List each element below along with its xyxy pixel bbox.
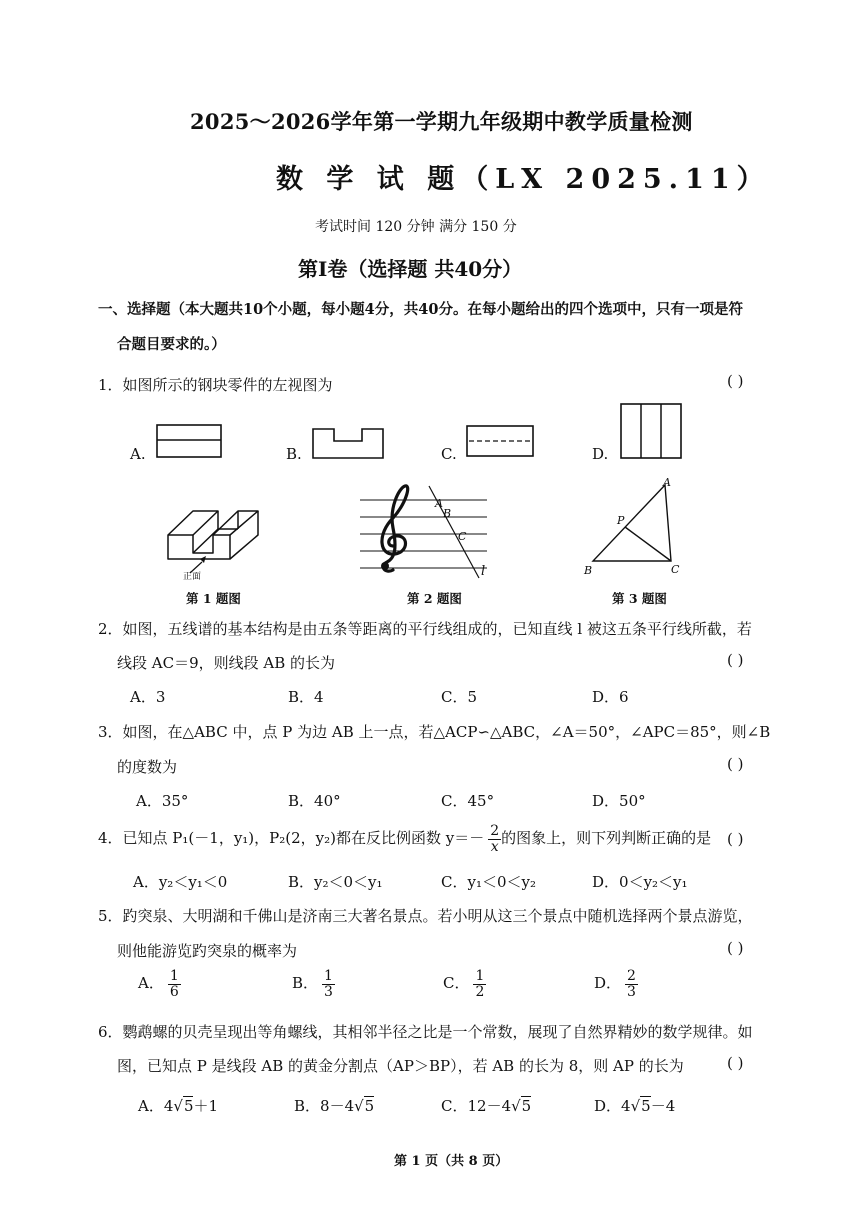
q1-option-d-figure xyxy=(617,401,685,461)
q3-option-b: B．40° xyxy=(288,792,341,810)
q2-option-a: A．3 xyxy=(130,688,166,706)
q3-option-d: D．50° xyxy=(592,792,646,810)
q1-option-c: C. xyxy=(441,445,457,463)
q5-option-a-fraction xyxy=(168,969,181,999)
part-title: 第Ⅰ卷（选择题 共40分） xyxy=(298,257,523,281)
question-6-line1: 6．鹦鹉螺的贝壳呈现出等角螺线，其相邻半径之比是一个常数，展现了自然界精妙的数学规律。如 xyxy=(98,1023,753,1041)
q3-option-c: C．45° xyxy=(441,792,495,810)
q6-option-d-pre: D．4√ xyxy=(594,1097,641,1115)
figure-2-label-a: A xyxy=(435,497,443,510)
figure-2-label-b: B xyxy=(443,507,452,520)
subject-title: 数 学 试 题（LX 2025.11） xyxy=(276,164,771,195)
figure-3-label-p: P xyxy=(617,514,625,527)
question-4-text-after: 的图象上，则下列判断正确的是 xyxy=(501,829,712,848)
figure-3-label-b: B xyxy=(584,564,593,577)
question-6-line2: 图，已知点 P 是线段 AB 的黄金分割点（AP＞BP），若 AB 的长为 8，则 AP 的长为 xyxy=(117,1057,684,1075)
q5-option-a xyxy=(138,969,181,999)
figure-2-label-c: C xyxy=(458,530,467,543)
answer-bracket-q1: ( ) xyxy=(727,372,744,390)
q1-option-b-figure xyxy=(310,425,388,461)
q6-option-a-radicand: 5 xyxy=(183,1097,194,1115)
q5-option-b-fraction xyxy=(322,969,335,999)
q3-option-a: A．35° xyxy=(136,792,189,810)
q5-option-b xyxy=(292,969,335,999)
q1-option-c-figure xyxy=(465,424,537,460)
q4-option-d: D．0＜y₂＜y₁ xyxy=(592,873,688,891)
section-instruction-line1: 一、选择题（本大题共10个小题，每小题4分，共40分。在每小题给出的四个选项中，只有一项是符 xyxy=(98,301,743,318)
figure-1-caption: 第 1 题图 xyxy=(186,591,241,606)
q5-option-d-label: D． xyxy=(594,974,622,993)
q4-option-c: C．y₁＜0＜y₂ xyxy=(441,873,536,891)
q6-option-c-pre: C．12－4√ xyxy=(441,1097,521,1115)
q6-option-d-post: －4 xyxy=(650,1097,676,1115)
question-2-line1: 2．如图，五线谱的基本结构是由五条等距离的平行线组成的，已知直线 l 被这五条平行线所截，若 xyxy=(98,620,752,638)
q5-option-d-den: 3 xyxy=(627,983,636,1000)
answer-bracket-q5: ( ) xyxy=(727,939,744,957)
figure-1-front-label: 正面 xyxy=(183,572,202,582)
answer-bracket-q3: ( ) xyxy=(727,755,744,773)
q5-option-b-label: B． xyxy=(292,974,319,993)
q6-option-b xyxy=(294,1095,374,1116)
q5-option-c xyxy=(443,969,486,999)
q6-option-d-radicand: 5 xyxy=(641,1097,651,1115)
q6-option-b-pre: B．8－4√ xyxy=(294,1097,364,1115)
figure-1-steel-block xyxy=(160,495,270,585)
figure-2-label-l: l xyxy=(481,564,486,579)
q4-frac-num: 2 xyxy=(490,823,500,839)
answer-bracket-q4: ( ) xyxy=(727,830,744,848)
q5-option-c-label: C． xyxy=(443,974,470,993)
q5-option-c-den: 2 xyxy=(475,983,485,1000)
question-3-line1: 3．如图，在△ABC 中，点 P 为边 AB 上一点，若△ACP∽△ABC，∠A＝50°，∠APC＝85°，则∠B xyxy=(98,723,771,741)
page-footer: 第 1 页（共 8 页） xyxy=(394,1154,509,1169)
figure-3-label-c: C xyxy=(671,563,680,576)
answer-bracket-q2: ( ) xyxy=(727,651,744,669)
q1-option-a-figure xyxy=(155,423,225,459)
question-4-text xyxy=(98,824,711,854)
q6-option-d xyxy=(594,1095,675,1116)
q6-option-a-post: ＋1 xyxy=(193,1097,219,1115)
q2-option-b: B．4 xyxy=(288,688,324,706)
q4-option-b: B．y₂＜0＜y₁ xyxy=(288,873,383,891)
q1-option-b: B. xyxy=(286,445,302,463)
q6-option-a xyxy=(138,1095,218,1116)
q5-option-c-num: 1 xyxy=(475,968,485,984)
exam-info: 考试时间 120 分钟 满分 150 分 xyxy=(315,219,517,235)
figure-3-triangle xyxy=(585,475,675,575)
q4-frac-den: x xyxy=(490,838,499,855)
q4-option-a: A．y₂＜y₁＜0 xyxy=(133,873,228,891)
q5-option-d xyxy=(594,969,638,999)
question-4-fraction xyxy=(488,824,501,854)
q2-option-d: D．6 xyxy=(592,688,629,706)
q1-option-d: D. xyxy=(592,445,609,463)
q5-option-b-den: 3 xyxy=(324,983,333,1000)
exam-title: 2025～2026学年第一学期九年级期中教学质量检测 xyxy=(190,109,693,134)
figure-2-caption: 第 2 题图 xyxy=(407,591,462,606)
q2-option-c: C．5 xyxy=(441,688,478,706)
q6-option-b-radicand: 5 xyxy=(364,1097,375,1115)
q6-option-c-radicand: 5 xyxy=(521,1097,532,1115)
q5-option-a-num: 1 xyxy=(169,968,179,984)
answer-bracket-q6: ( ) xyxy=(727,1054,744,1072)
q5-option-a-den: 6 xyxy=(169,983,179,1000)
section-instruction-line2: 合题目要求的。） xyxy=(117,336,226,353)
figure-2-staff xyxy=(355,478,495,583)
q5-option-d-num: 2 xyxy=(627,968,636,984)
question-5-line2: 则他能游览趵突泉的概率为 xyxy=(117,942,298,960)
question-5-line1: 5．趵突泉、大明湖和千佛山是济南三大著名景点。若小明从这三个景点中随机选择两个景点游览， xyxy=(98,907,753,925)
q1-option-a: A. xyxy=(130,445,146,463)
q5-option-d-fraction xyxy=(625,969,638,999)
question-4-text-before: 4．已知点 P₁(－1，y₁)，P₂(2，y₂)都在反比例函数 y＝－ xyxy=(98,829,485,848)
q5-option-a-label: A． xyxy=(138,974,164,993)
figure-3-caption: 第 3 题图 xyxy=(612,591,667,606)
q5-option-c-fraction xyxy=(473,969,486,999)
figure-3-label-a: A xyxy=(663,476,671,489)
question-2-line2: 线段 AC＝9，则线段 AB 的长为 xyxy=(117,654,336,672)
q6-option-c xyxy=(441,1095,531,1116)
question-1-text: 1．如图所示的钢块零件的左视图为 xyxy=(98,376,333,394)
question-3-line2: 的度数为 xyxy=(117,758,178,776)
q5-option-b-num: 1 xyxy=(324,968,333,984)
q6-option-a-pre: A．4√ xyxy=(138,1097,183,1115)
